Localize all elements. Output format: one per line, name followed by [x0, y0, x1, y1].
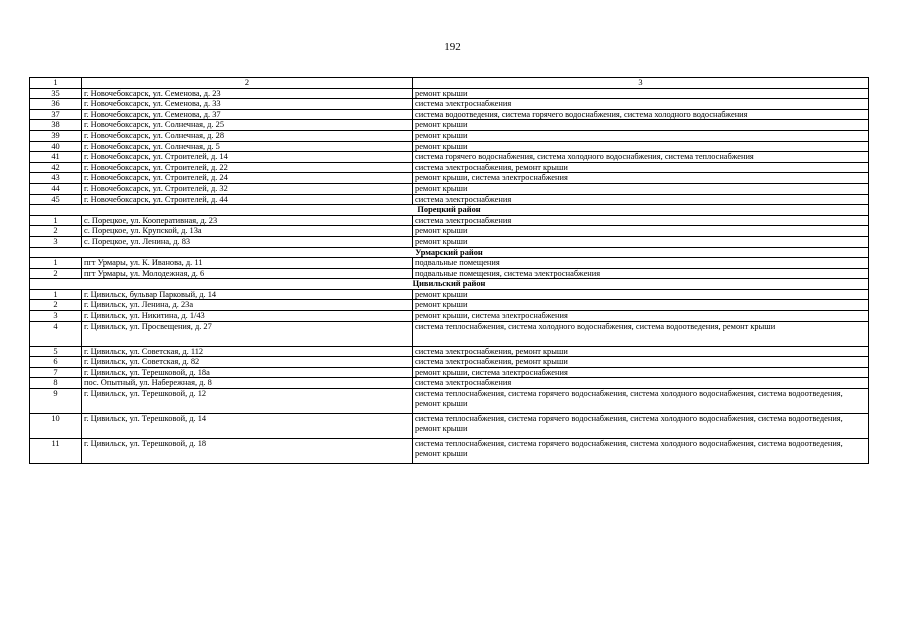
row-number-cell: 2 [30, 300, 82, 311]
table-row [30, 236, 869, 247]
table-row [30, 120, 869, 131]
work-type-cell: система электроснабжения [413, 99, 869, 110]
address-cell: г. Новочебоксарск, ул. Семенова, д. 33 [82, 99, 413, 110]
table-row [30, 152, 869, 163]
row-number-cell: 1 [30, 289, 82, 300]
work-type-cell: ремонт крыши [413, 88, 869, 99]
work-type-cell: система горячего водоснабжения, система холодного водоснабжения, система теплоснабжения [413, 152, 869, 163]
address-cell: г. Новочебоксарск, ул. Солнечная, д. 5 [82, 141, 413, 152]
work-type-cell: ремонт крыши [413, 120, 869, 131]
row-number-cell: 3 [30, 236, 82, 247]
table-row [30, 162, 869, 173]
address-cell: г. Цивильск, ул. Ленина, д. 23а [82, 300, 413, 311]
work-type-cell: система теплоснабжения, система холодного водоснабжения, система водоотведения, ремонт крыши [413, 321, 869, 346]
row-number-cell: 41 [30, 152, 82, 163]
row-number-cell: 36 [30, 99, 82, 110]
row-number-cell: 35 [30, 88, 82, 99]
address-cell: пгт Урмары, ул. К. Иванова, д. 11 [82, 258, 413, 269]
row-number-cell: 6 [30, 357, 82, 368]
row-number-cell: 8 [30, 378, 82, 389]
work-type-cell: ремонт крыши [413, 300, 869, 311]
table-row [30, 414, 869, 439]
row-number-cell: 44 [30, 183, 82, 194]
table-row [30, 88, 869, 99]
address-cell: г. Новочебоксарск, ул. Семенова, д. 37 [82, 109, 413, 120]
row-number-cell: 43 [30, 173, 82, 184]
table-row [30, 389, 869, 414]
address-cell: г. Цивильск, ул. Просвещения, д. 27 [82, 321, 413, 346]
row-number-cell: 2 [30, 226, 82, 237]
address-cell: г. Цивильск, ул. Терешковой, д. 18а [82, 367, 413, 378]
table-row [30, 289, 869, 300]
address-cell: г. Новочебоксарск, ул. Строителей, д. 22 [82, 162, 413, 173]
column-header-1: 1 [30, 78, 82, 89]
table-row [30, 183, 869, 194]
work-type-cell: система теплоснабжения, система горячего водоснабжения, система холодного водоснабжения, система водоотведения, ремонт крыши [413, 389, 869, 414]
table-row [30, 130, 869, 141]
section-title: Порецкий район [30, 205, 869, 216]
row-number-cell: 42 [30, 162, 82, 173]
work-type-cell: подвальные помещения [413, 258, 869, 269]
work-type-cell: ремонт крыши, система электроснабжения [413, 367, 869, 378]
work-type-cell: система электроснабжения, ремонт крыши [413, 346, 869, 357]
section-header-row [30, 205, 869, 216]
row-number-cell: 4 [30, 321, 82, 346]
row-number-cell: 1 [30, 258, 82, 269]
work-type-cell: система электроснабжения [413, 194, 869, 205]
address-cell: г. Цивильск, ул. Терешковой, д. 12 [82, 389, 413, 414]
column-header-2: 2 [82, 78, 413, 89]
address-cell: г. Цивильск, ул. Терешковой, д. 14 [82, 414, 413, 439]
row-number-cell: 2 [30, 268, 82, 279]
address-cell: г. Новочебоксарск, ул. Строителей, д. 32 [82, 183, 413, 194]
address-cell: г. Новочебоксарск, ул. Солнечная, д. 28 [82, 130, 413, 141]
address-cell: пгт Урмары, ул. Молодежная, д. 6 [82, 268, 413, 279]
row-number-cell: 9 [30, 389, 82, 414]
row-number-cell: 45 [30, 194, 82, 205]
work-type-cell: система теплоснабжения, система горячего водоснабжения, система холодного водоснабжения, система водоотведения, ремонт крыши [413, 439, 869, 464]
work-type-cell: система теплоснабжения, система горячего водоснабжения, система холодного водоснабжения, система водоотведения, ремонт крыши [413, 414, 869, 439]
address-cell: пос. Опытный, ул. Набережная, д. 8 [82, 378, 413, 389]
table-row [30, 268, 869, 279]
work-type-cell: ремонт крыши, система электроснабжения [413, 311, 869, 322]
row-number-cell: 1 [30, 215, 82, 226]
section-title: Цивильский район [30, 279, 869, 290]
table-row [30, 226, 869, 237]
work-type-cell: система электроснабжения [413, 378, 869, 389]
table-row [30, 99, 869, 110]
table-row [30, 311, 869, 322]
table-row [30, 141, 869, 152]
row-number-cell: 5 [30, 346, 82, 357]
table-header-row [30, 78, 869, 89]
column-header-3: 3 [413, 78, 869, 89]
row-number-cell: 37 [30, 109, 82, 120]
address-cell: г. Цивильск, ул. Советская, д. 82 [82, 357, 413, 368]
work-type-cell: система электроснабжения, ремонт крыши [413, 162, 869, 173]
table-row [30, 300, 869, 311]
work-type-cell: ремонт крыши [413, 141, 869, 152]
row-number-cell: 39 [30, 130, 82, 141]
work-type-cell: ремонт крыши [413, 130, 869, 141]
row-number-cell: 7 [30, 367, 82, 378]
row-number-cell: 3 [30, 311, 82, 322]
table-row [30, 346, 869, 357]
buildings-table [29, 77, 869, 464]
work-type-cell: система электроснабжения, ремонт крыши [413, 357, 869, 368]
address-cell: г. Новочебоксарск, ул. Строителей, д. 14 [82, 152, 413, 163]
section-header-row [30, 247, 869, 258]
table-row [30, 367, 869, 378]
work-type-cell: система электроснабжения [413, 215, 869, 226]
row-number-cell: 38 [30, 120, 82, 131]
row-number-cell: 11 [30, 439, 82, 464]
work-type-cell: ремонт крыши, система электроснабжения [413, 173, 869, 184]
work-type-cell: подвальные помещения, система электроснабжения [413, 268, 869, 279]
work-type-cell: ремонт крыши [413, 183, 869, 194]
table-body [30, 78, 869, 464]
address-cell: г. Цивильск, ул. Советская, д. 112 [82, 346, 413, 357]
address-cell: г. Цивильск, ул. Никитина, д. 1/43 [82, 311, 413, 322]
address-cell: с. Порецкое, ул. Кооперативная, д. 23 [82, 215, 413, 226]
work-type-cell: ремонт крыши [413, 289, 869, 300]
section-title: Урмарский район [30, 247, 869, 258]
address-cell: с. Порецкое, ул. Крупской, д. 13а [82, 226, 413, 237]
table-row [30, 215, 869, 226]
table-row [30, 439, 869, 464]
address-cell: г. Цивильск, бульвар Парковый, д. 14 [82, 289, 413, 300]
address-cell: г. Новочебоксарск, ул. Строителей, д. 44 [82, 194, 413, 205]
address-cell: г. Цивильск, ул. Терешковой, д. 18 [82, 439, 413, 464]
table-row [30, 194, 869, 205]
table-row [30, 378, 869, 389]
section-header-row [30, 279, 869, 290]
table-row [30, 173, 869, 184]
address-cell: г. Новочебоксарск, ул. Семенова, д. 23 [82, 88, 413, 99]
address-cell: г. Новочебоксарск, ул. Строителей, д. 24 [82, 173, 413, 184]
work-type-cell: ремонт крыши [413, 236, 869, 247]
table-row [30, 109, 869, 120]
address-cell: с. Порецкое, ул. Ленина, д. 83 [82, 236, 413, 247]
row-number-cell: 40 [30, 141, 82, 152]
work-type-cell: система водоотведения, система горячего водоснабжения, система холодного водоснабжения [413, 109, 869, 120]
table-row [30, 357, 869, 368]
address-cell: г. Новочебоксарск, ул. Солнечная, д. 25 [82, 120, 413, 131]
table-row [30, 258, 869, 269]
work-type-cell: ремонт крыши [413, 226, 869, 237]
table-row [30, 321, 869, 346]
page-number: 192 [444, 41, 461, 53]
row-number-cell: 10 [30, 414, 82, 439]
